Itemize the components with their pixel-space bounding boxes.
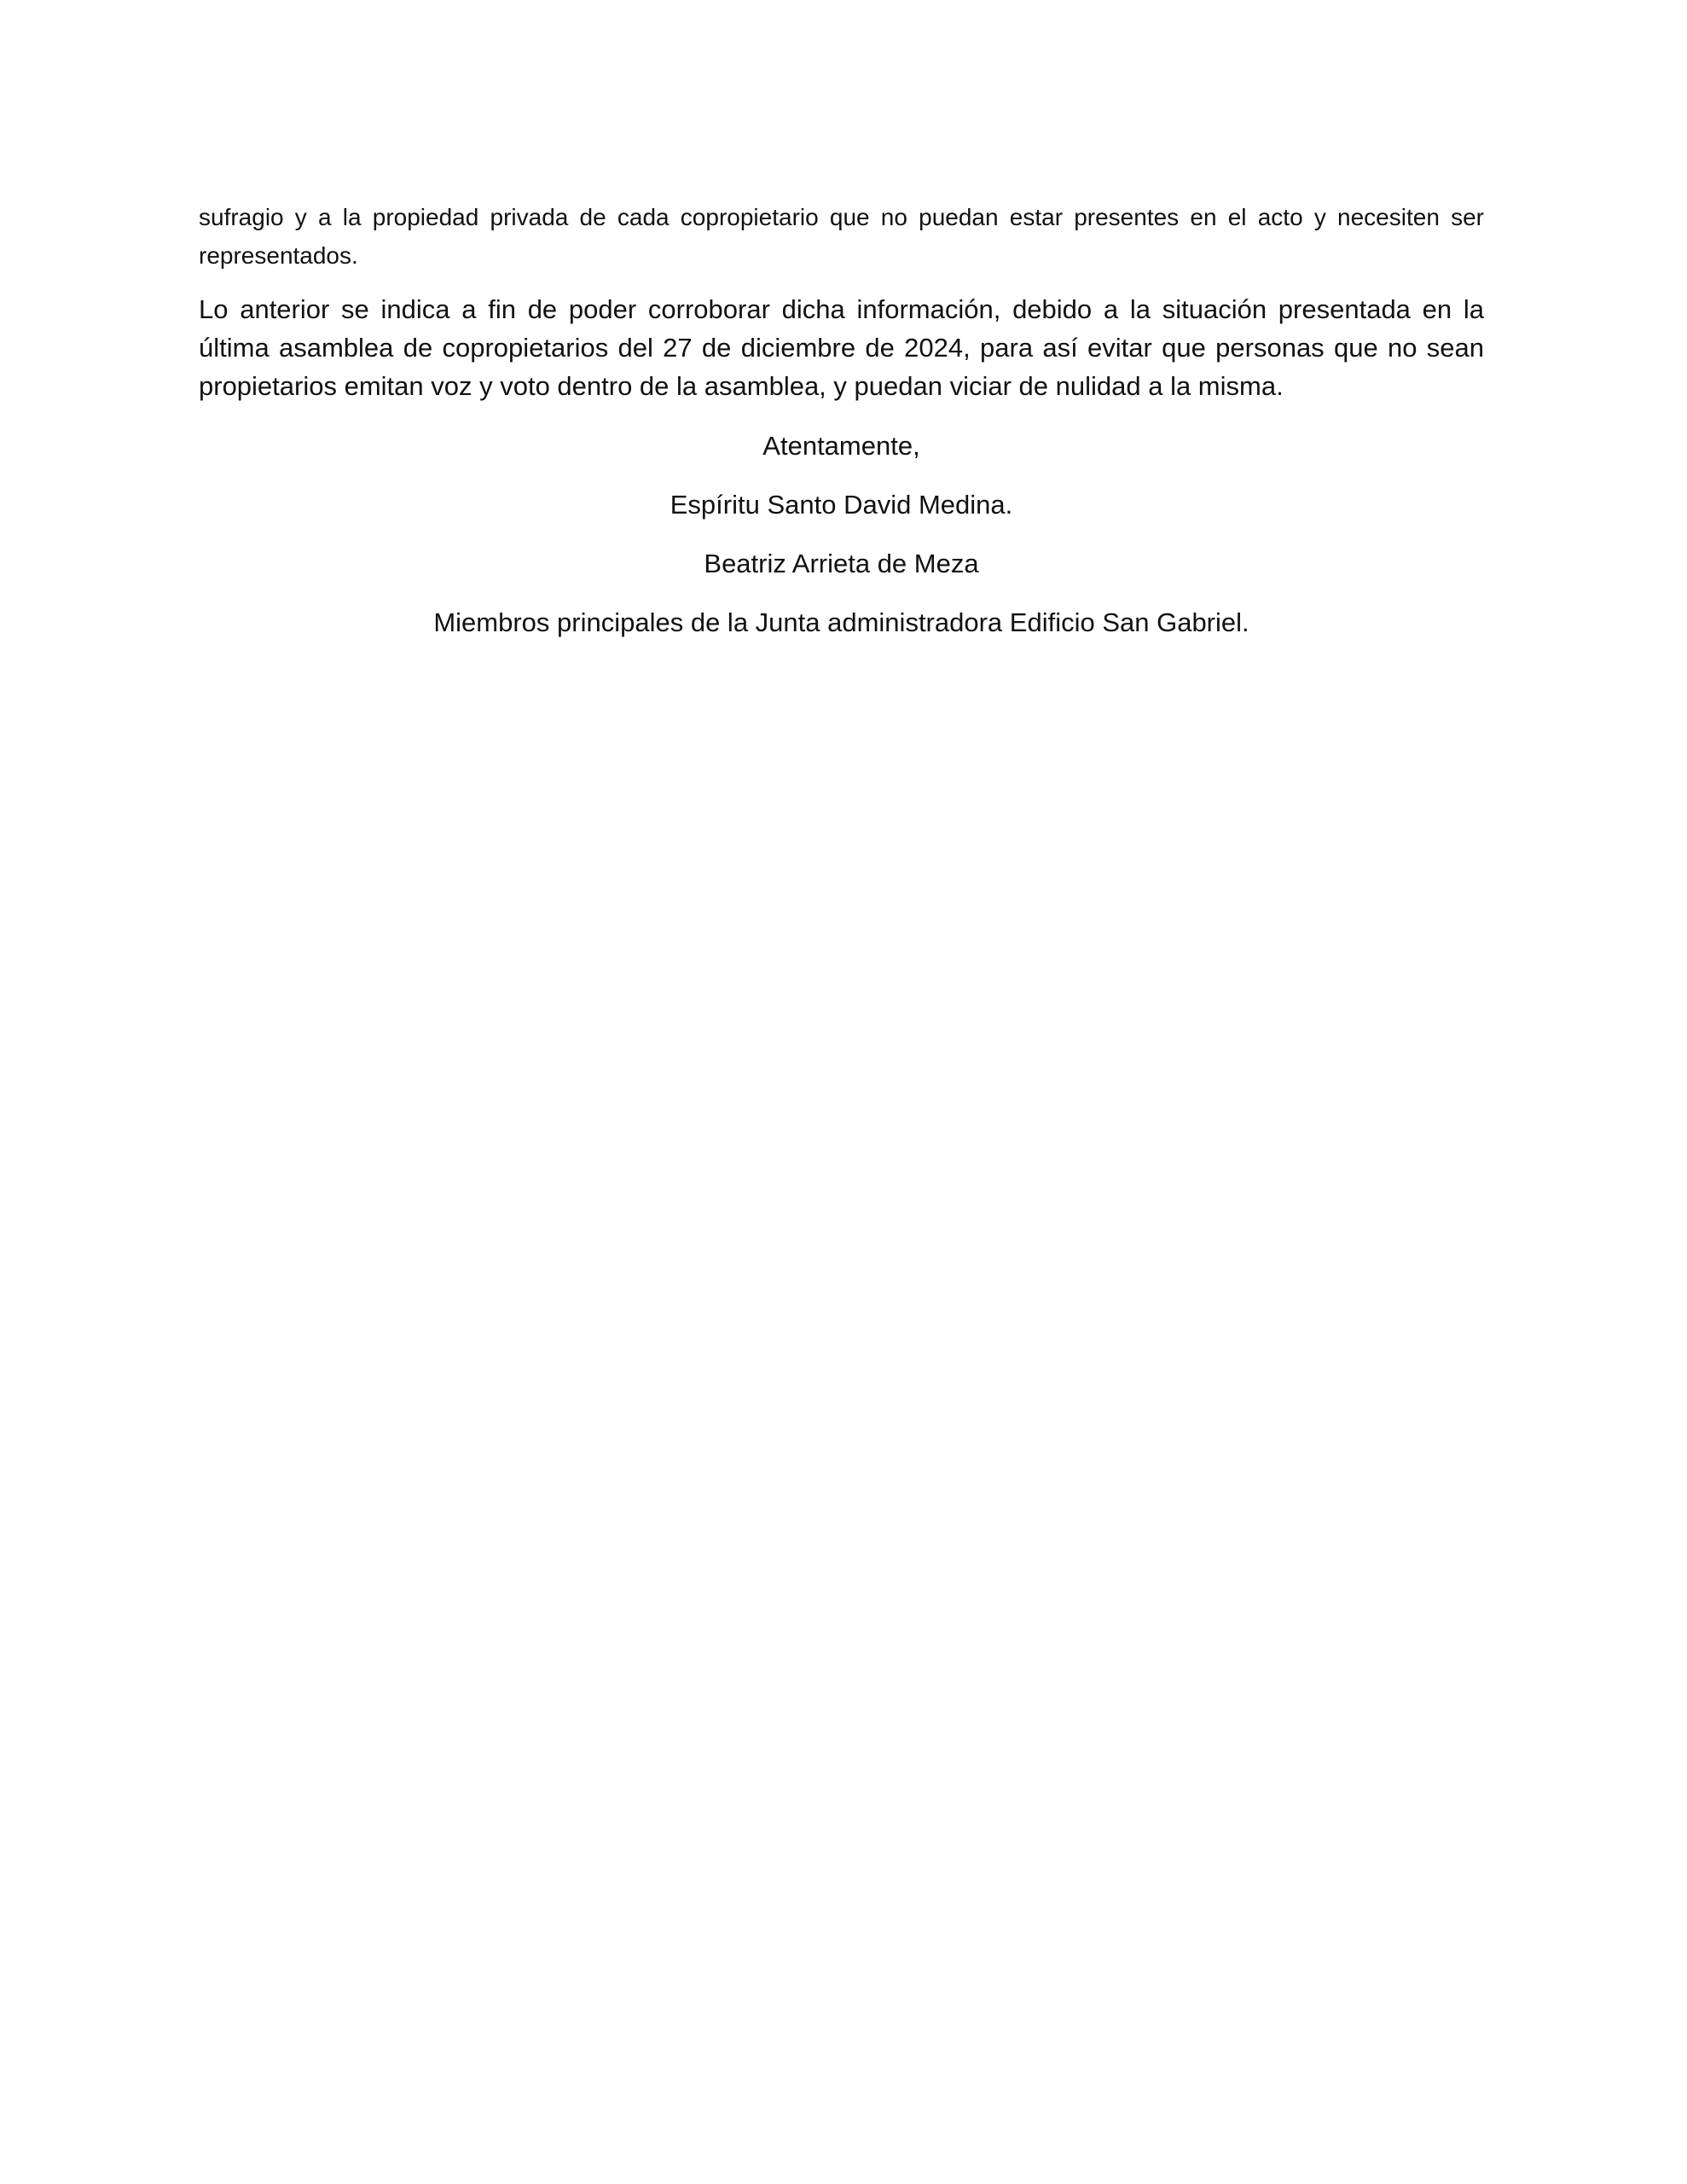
signatory-name-1: Espíritu Santo David Medina. [670, 490, 1013, 520]
signatory-name-2: Beatriz Arrieta de Meza [704, 549, 979, 578]
paragraph-explanation: Lo anterior se indica a fin de poder corroborar dicha información, debido a la situación presentada en la última asamblea de copropietarios del 27 de diciembre de 2024, para así evitar que personas que no sean propietarios emitan voz y voto dentro de la asamblea, y puedan viciar de nulidad a la misma. [199, 294, 1484, 401]
closing-salutation: Atentamente, [762, 431, 920, 461]
paragraph-continuation: sufragio y a la propiedad privada de cada copropietario que no puedan estar presentes en el acto y necesiten ser representados. [199, 204, 1484, 269]
signatory-role: Miembros principales de la Junta administradora Edificio San Gabriel. [433, 607, 1249, 637]
